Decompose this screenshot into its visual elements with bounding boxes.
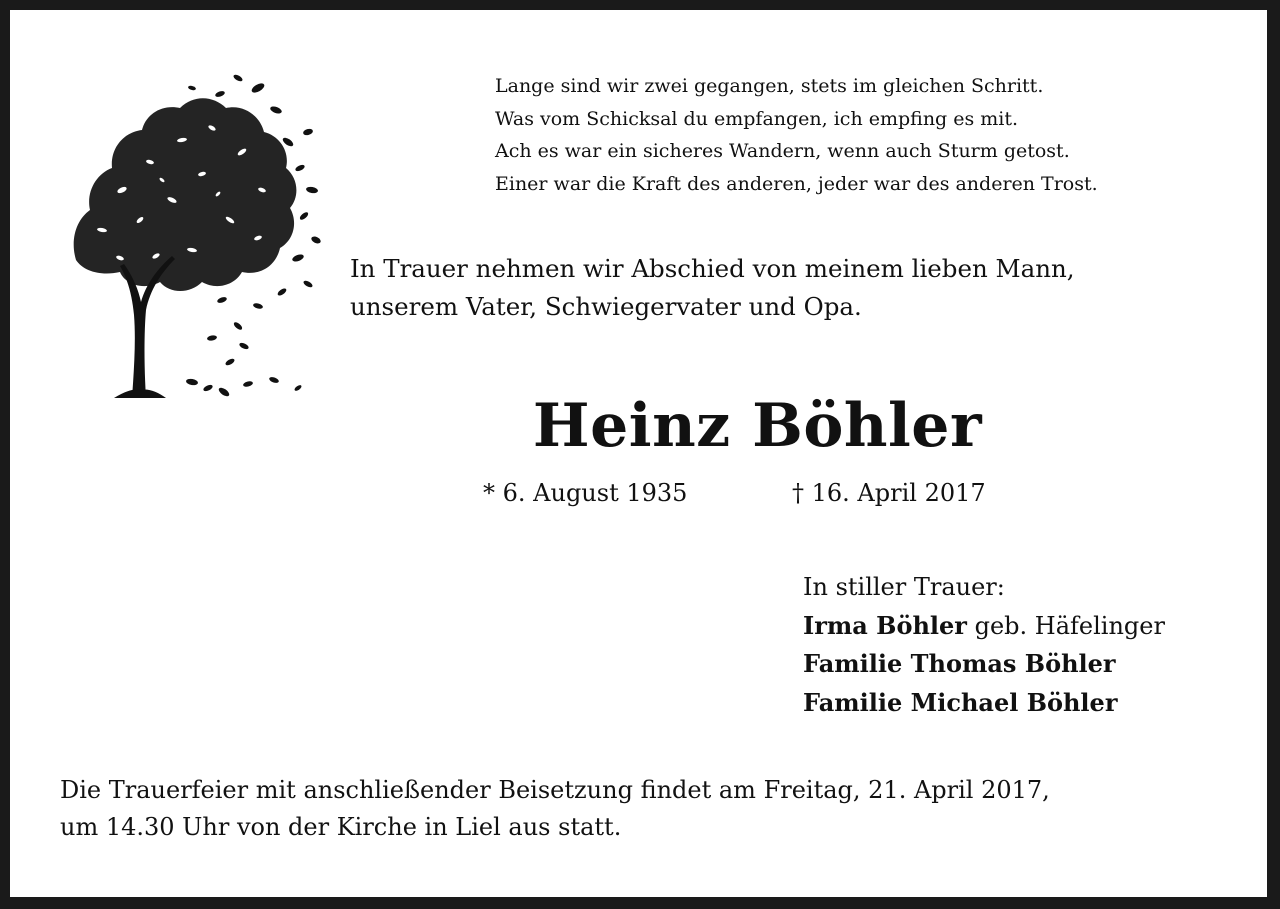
death-date: † 16. April 2017 (792, 479, 986, 507)
ceremony-line: Die Trauerfeier mit anschließender Beisetzung findet am Freitag, 21. April 2017, (60, 776, 1050, 804)
ceremony-details (60, 772, 1050, 846)
deceased-name: Heinz Böhler (532, 391, 983, 461)
farewell-message (350, 250, 1075, 326)
spouse-maiden-name: geb. Häfelinger (966, 611, 1165, 640)
poem-line: Ach es war ein sicheres Wandern, wenn auch Sturm getost. (495, 140, 1070, 162)
birth-date: * 6. August 1935 (483, 479, 688, 507)
obituary-notice (10, 10, 1267, 897)
farewell-line: unserem Vater, Schwiegervater und Opa. (350, 292, 862, 321)
spouse-name: Irma Böhler (803, 610, 967, 640)
poem-line: Einer war die Kraft des anderen, jeder war des anderen Trost. (495, 172, 1098, 195)
poem-line: Was vom Schicksal du empfangen, ich empfing es mit. (495, 107, 1019, 130)
mourners-heading: In stiller Trauer: (803, 573, 1005, 601)
mourner-family: Familie Michael Böhler (803, 687, 1118, 717)
mourner-spouse (803, 607, 1165, 646)
mourner-family: Familie Thomas Böhler (803, 649, 1116, 678)
ceremony-line: um 14.30 Uhr von der Kirche in Liel aus statt. (60, 813, 622, 841)
windswept-tree-icon (62, 70, 322, 400)
poem (495, 70, 1098, 200)
poem-line: Lange sind wir zwei gegangen, stets im gleichen Schritt. (495, 75, 1044, 97)
farewell-line: In Trauer nehmen wir Abschied von meinem lieben Mann, (350, 254, 1075, 283)
mourners-list (803, 568, 1165, 722)
